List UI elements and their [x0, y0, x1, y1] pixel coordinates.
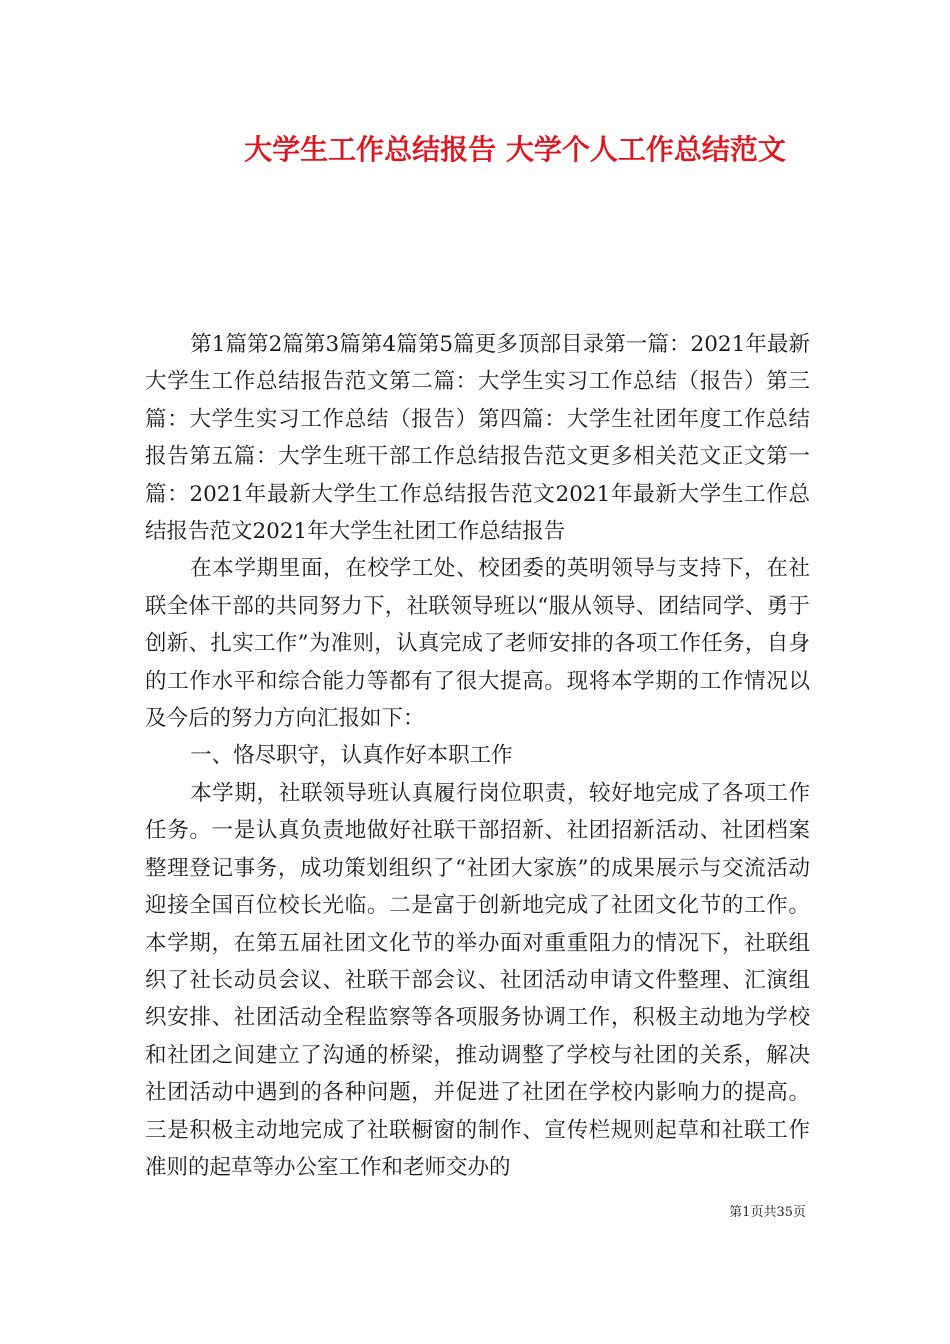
document-body — [145, 326, 810, 1186]
paragraph-section-body: 本学期，社联领导班认真履行岗位职责，较好地完成了各项工作任务。一是认真负责地做好社联干部招新、社团招新活动、社团档案整理登记事务，成功策划组织了“社团大家族”的成果展示与交流活动迎接全国百位校长光临。二是富于创新地完成了社团文化节的工作。本学期，在第五届社团文化节的举办面对重重阻力的情况下，社联组织了社长动员会议、社联干部会议、社团活动申请文件整理、汇演组织安排、社团活动全程监察等各项服务协调工作，积极主动地为学校和社团之间建立了沟通的桥梁，推动调整了学校与社团的关系，解决社团活动中遇到的各种问题，并促进了社团在学校内影响力的提高。三是积极主动地完成了社联橱窗的制作、宣传栏规则起草和社联工作准则的起草等办公室工作和老师交办的 — [145, 780, 810, 1180]
page-number-footer: 第1页共35页 — [729, 1205, 806, 1220]
paragraph-table-of-contents: 第1篇第2篇第3篇第4篇第5篇更多顶部目录第一篇：2021年最新大学生工作总结报告范文第二篇：大学生实习工作总结（报告）第三篇：大学生实习工作总结（报告）第四篇：大学生社团年度工作总结报告第五篇：大学生班干部工作总结报告范文更多相关范文正文第一篇：2021年最新大学生工作总结报告范文2021年最新大学生工作总结报告范文2021年大学生社团工作总结报告 — [145, 332, 810, 545]
section-heading: 一、恪尽职守，认真作好本职工作 — [190, 743, 513, 769]
document-title: 大学生工作总结报告 大学个人工作总结范文 — [244, 133, 786, 166]
paragraph-introduction: 在本学期里面，在校学工处、校团委的英明领导与支持下，在社联全体干部的共同努力下，社联领导班以“服从领导、团结同学、勇于创新、扎实工作”为准则，认真完成了老师安排的各项工作任务，自身的工作水平和综合能力等都有了很大提高。现将本学期的工作情况以及今后的努力方向汇报如下： — [145, 556, 810, 732]
